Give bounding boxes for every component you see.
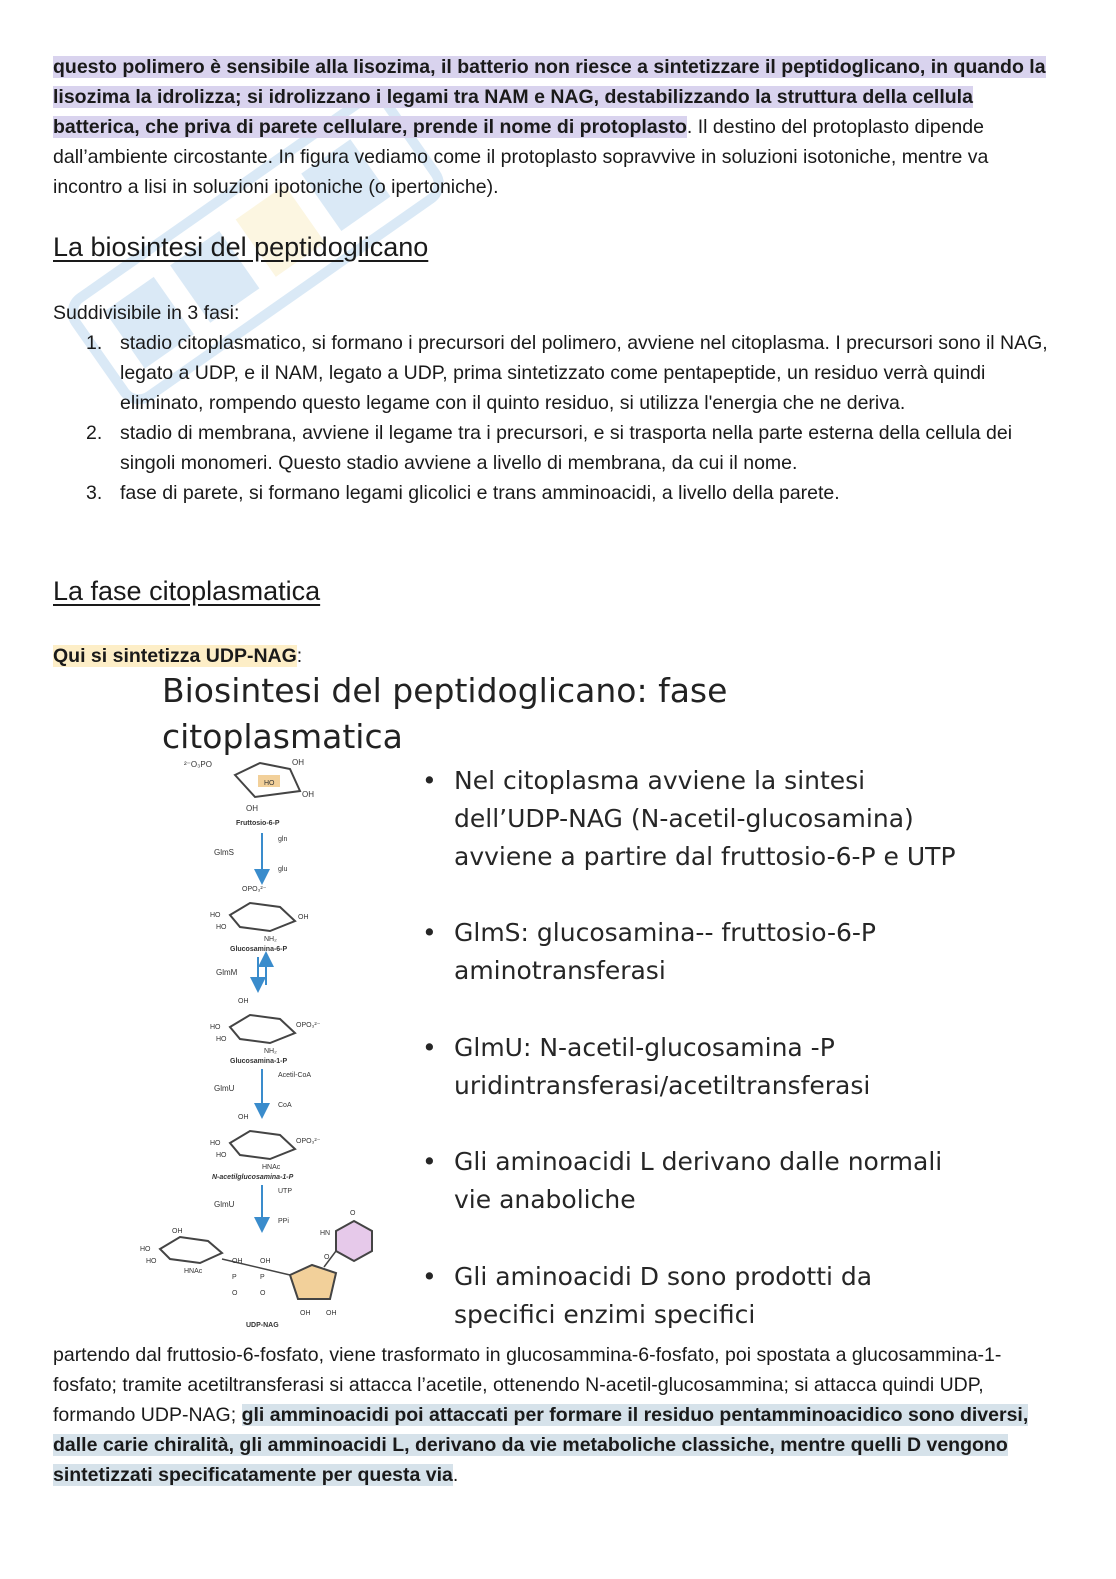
fructose-6p-structure <box>184 758 314 827</box>
svg-text:OH: OH <box>238 998 249 1005</box>
nacetylglucosamine-1p-structure <box>210 1114 321 1181</box>
svg-text:HO: HO <box>216 1036 227 1043</box>
slide-bullet: • Gli aminoacidi L derivano dalle normali vie anaboliche <box>418 1143 942 1219</box>
glucosamine-6p-structure <box>210 886 309 953</box>
section2-lead: Qui si sintetizza UDP-NAG: <box>53 645 303 667</box>
svg-text:Fruttosio-6-P: Fruttosio-6-P <box>236 820 280 827</box>
svg-text:HNAc: HNAc <box>262 1164 281 1171</box>
svg-text:OH: OH <box>302 790 314 799</box>
svg-text:N-acetilglucosamina-1-P: N-acetilglucosamina-1-P <box>212 1174 294 1181</box>
svg-text:HNAc: HNAc <box>184 1268 203 1275</box>
svg-text:HO: HO <box>210 912 221 919</box>
svg-text:OH: OH <box>292 758 304 767</box>
svg-text:OH: OH <box>260 1258 271 1265</box>
svg-text:OH: OH <box>326 1310 337 1317</box>
svg-text:HO: HO <box>216 1152 227 1159</box>
svg-text:gln: gln <box>278 836 288 843</box>
svg-text:P: P <box>260 1274 265 1281</box>
slide-bullet: • GlmU: N-acetil-glucosamina -P uridintransferasi/acetiltransferasi <box>418 1029 870 1105</box>
list-item: 1. stadio citoplasmatico, si formano i precursori del polimero, avviene nel citoplasma. I precursori sono il NAG, legato a UDP, e il NAM, legato a UDP, prima sintetizzato come pentapeptide, un residuo verrà quindi eliminato, rompendo questo legame con il quinto residuo, si utilizza l'energia che ne deriva. <box>86 332 1048 414</box>
svg-text:O: O <box>350 1210 356 1217</box>
svg-text:O: O <box>232 1290 238 1297</box>
svg-text:Acetil-CoA: Acetil-CoA <box>278 1072 312 1079</box>
svg-text:CoA: CoA <box>278 1102 292 1109</box>
list-item: 3. fase di parete, si formano legami glicolici e trans amminoacidi, a livello della parete. <box>86 482 840 504</box>
outro-plain: partendo dal fruttosio-6-fosfato, viene trasformato in glucosammina-6-fosfato, poi spostata a glucosammina-1-fosfato; tramite acetiltransferasi si attacca l’acetile, ottenendo N-acetil-glucosammina; si attacca quindi UDP, formando UDP-NAG; <box>53 1344 1002 1426</box>
svg-text:HO: HO <box>264 780 275 787</box>
intro-rest: . Il destino del protoplasto dipende dall’ambiente circostante. In figura vediamo come il protoplasto sopravvive in soluzioni isotoniche, mentre va incontro a lisi in soluzioni ipotoniche (o ipertoniche). <box>53 116 989 198</box>
svg-text:NH₂: NH₂ <box>264 936 277 943</box>
svg-text:OH: OH <box>246 804 258 813</box>
intro-paragraph <box>53 52 1058 202</box>
svg-text:GlmS: GlmS <box>214 848 234 857</box>
svg-text:glu: glu <box>278 866 288 873</box>
slide-figure <box>140 660 1020 1330</box>
outro-highlight: gli amminoacidi poi attaccati per formare il residuo pentamminoacidico sono diversi, dalle carie chiralità, gli amminoacidi L, derivano da vie metaboliche classiche, mentre quelli D vengono sintetizzati specificatamente per questa via <box>53 1404 1029 1486</box>
outro-paragraph: partendo dal fruttosio-6-fosfato, viene trasformato in glucosammina-6-fosfato, poi spostata a glucosammina-1-fosfato; tramite acetiltransferasi si attacca l’acetile, ottenendo N-acetil-glucosammina; si attacca quindi UDP, formando UDP-NAG; gli amminoacidi poi attaccati per formare il residuo pentamminoacidico sono diversi, dalle carie chiralità, gli amminoacidi L, derivano da vie metaboliche classiche, mentre quelli D vengono sintetizzati specificatamente per questa via. <box>53 1344 1029 1486</box>
svg-text:OH: OH <box>232 1258 243 1265</box>
svg-text:Glucosamina-1-P: Glucosamina-1-P <box>230 1058 288 1065</box>
svg-text:HO: HO <box>210 1140 221 1147</box>
svg-text:OPO₃²⁻: OPO₃²⁻ <box>296 1022 321 1029</box>
svg-text:GlmU: GlmU <box>214 1084 235 1093</box>
slide-bullet: • GlmS: glucosamina-- fruttosio-6-P aminotransferasi <box>418 914 876 990</box>
svg-text:OH: OH <box>238 1114 249 1121</box>
slide-title: Biosintesi del peptidoglicano: fase citoplasmatica <box>162 671 728 756</box>
svg-text:²⁻O₃PO: ²⁻O₃PO <box>184 760 212 769</box>
slide-bullets <box>418 762 1018 1329</box>
svg-text:UDP-NAG: UDP-NAG <box>246 1322 279 1329</box>
svg-text:OPO₃²⁻: OPO₃²⁻ <box>242 886 267 893</box>
slide-bullet: • Nel citoplasma avviene la sintesi dell’UDP-NAG (N-acetil-glucosamina) avviene a partire dal fruttosio-6-P e UTP <box>418 762 1018 876</box>
svg-text:HO: HO <box>210 1024 221 1031</box>
svg-text:HO: HO <box>146 1258 157 1265</box>
svg-text:GlmU: GlmU <box>214 1200 235 1209</box>
glucosamine-1p-structure <box>210 998 321 1065</box>
svg-text:OH: OH <box>300 1310 311 1317</box>
section-heading-fase-citoplasmatica: La fase citoplasmatica <box>53 576 321 606</box>
svg-text:OH: OH <box>172 1228 183 1235</box>
lead-highlight: Qui si sintetizza UDP-NAG <box>53 645 297 667</box>
svg-text:P: P <box>232 1274 237 1281</box>
phases-list <box>53 328 1058 508</box>
udp-nag-structure <box>140 1210 372 1329</box>
svg-text:Glucosamina-6-P: Glucosamina-6-P <box>230 946 288 953</box>
svg-text:OPO₃²⁻: OPO₃²⁻ <box>296 1138 321 1145</box>
pathway-diagram <box>140 755 400 1330</box>
svg-text:O: O <box>324 1254 330 1261</box>
section-heading-biosintesi: La biosintesi del peptidoglicano <box>53 232 429 262</box>
svg-text:UTP: UTP <box>278 1188 292 1195</box>
svg-text:OH: OH <box>298 914 309 921</box>
list-item: 2. stadio di membrana, avviene il legame tra i precursori, e si trasporta nella parte esterna della cellula dei singoli monomeri. Questo stadio avviene a livello di membrana, da cui il nome. <box>86 422 1013 474</box>
svg-text:NH₂: NH₂ <box>264 1048 277 1055</box>
svg-text:GlmM: GlmM <box>216 968 238 977</box>
svg-text:HO: HO <box>140 1246 151 1253</box>
svg-text:PPi: PPi <box>278 1218 289 1225</box>
svg-text:O: O <box>260 1290 266 1297</box>
slide-bullet: • Gli aminoacidi D sono prodotti da specifici enzimi specifici <box>418 1258 872 1334</box>
svg-text:HN: HN <box>320 1230 331 1237</box>
intro-highlight: questo polimero è sensibile alla lisozima, il batterio non riesce a sintetizzare il peptidoglicano, in quando la lisozima la idrolizza; si idrolizzano i legami tra NAM e NAG, destabilizzando la struttura della cellula batterica, che priva di parete cellulare, prende il nome di protoplasto <box>53 56 1046 138</box>
section1-lead: Suddivisibile in 3 fasi: <box>53 302 240 324</box>
svg-text:HO: HO <box>216 924 227 931</box>
